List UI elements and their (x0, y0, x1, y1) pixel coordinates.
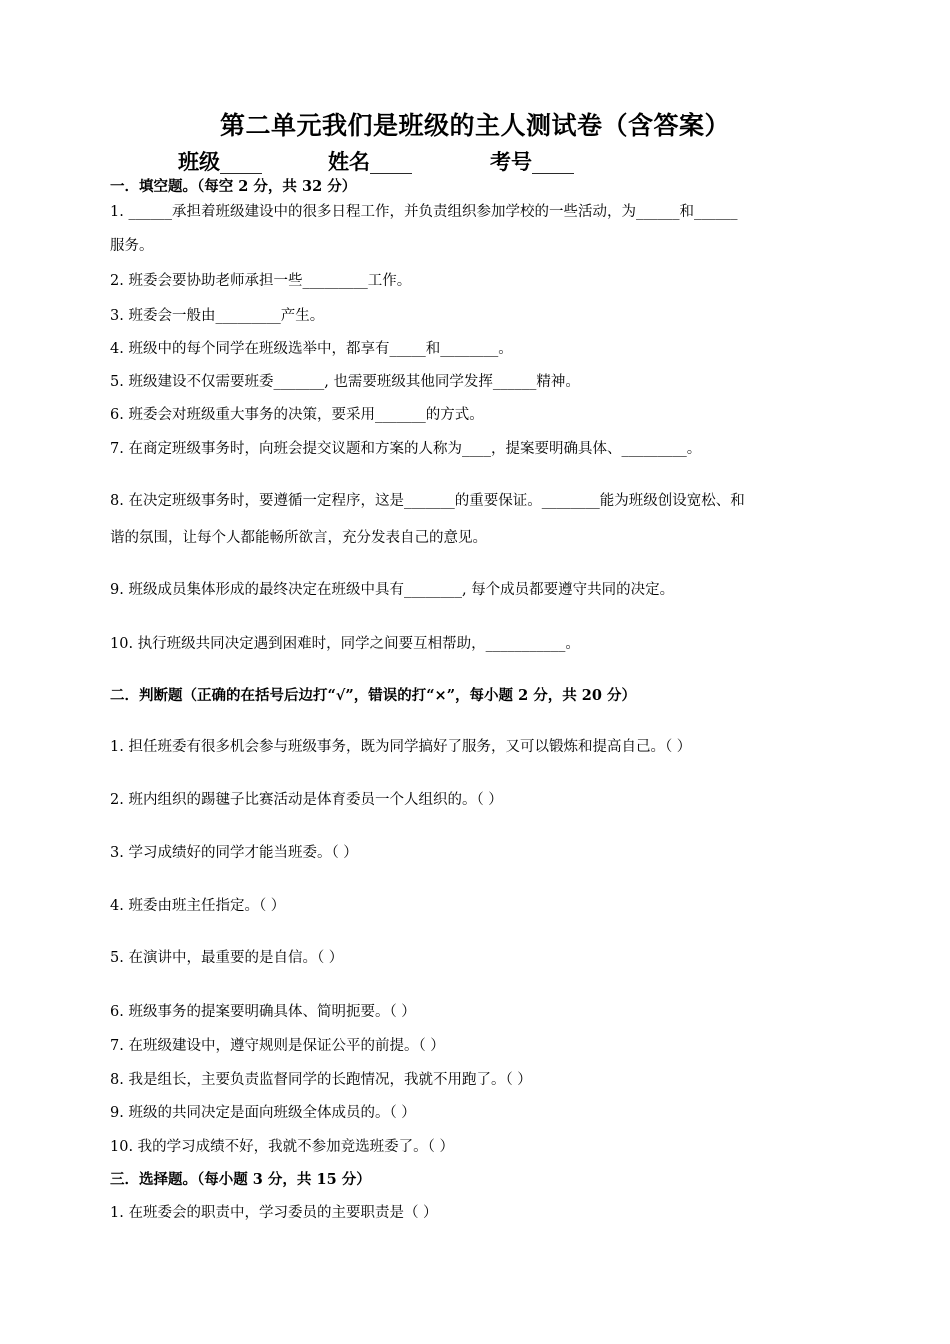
question-line: 5. 班级建设不仅需要班委_______, 也需要班级其他同学发挥______精神。 (110, 374, 580, 390)
section-heading-true-false: 二．判断题（正确的在括号后边打“√”，错误的打“×”，每小题 2 分，共 20 分） (110, 687, 636, 704)
question-line: 1. 担任班委有很多机会参与班级事务，既为同学搞好了服务，又可以锻炼和提高自己。（ ） (110, 739, 692, 755)
question-line: 9. 班级成员集体形成的最终决定在班级中具有________, 每个成员都要遵守共同的决定。 (110, 582, 675, 598)
question-line: 谐的氛围，让每个人都能畅所欲言，充分发表自己的意见。 (110, 530, 487, 546)
question-line: 7. 在商定班级事务时，向班会提交议题和方案的人称为____，提案要明确具体、_________。 (110, 441, 702, 457)
name-label: 姓名 (328, 149, 370, 174)
name-blank: ____ (370, 150, 412, 174)
question-line: 9. 班级的共同决定是面向班级全体成员的。（ ） (110, 1105, 416, 1121)
question-line: 2. 班内组织的踢毽子比赛活动是体育委员一个人组织的。（ ） (110, 792, 503, 808)
question-line: 6. 班级事务的提案要明确具体、简明扼要。（ ） (110, 1004, 416, 1020)
class-blank: ____ (220, 150, 262, 174)
section-heading-fill-in: 一．填空题。（每空 2 分，共 32 分） (110, 178, 357, 195)
question-line: 10. 执行班级共同决定遇到困难时，同学之间要互相帮助，___________。 (110, 636, 580, 652)
question-line: 3. 学习成绩好的同学才能当班委。（ ） (110, 845, 358, 861)
question-line: 8. 在决定班级事务时，要遵循一定程序，这是_______的重要保证。________能为班级创设宽松、和 (110, 493, 745, 509)
question-line: 4. 班级中的每个同学在班级选举中，都享有_____和________。 (110, 341, 513, 357)
question-line: 1. 在班委会的职责中，学习委员的主要职责是（ ） (110, 1205, 438, 1221)
question-line: 10. 我的学习成绩不好，我就不参加竞选班委了。（ ） (110, 1139, 455, 1155)
question-line: 2. 班委会要协助老师承担一些_________工作。 (110, 273, 412, 289)
class-field (178, 146, 262, 176)
question-line: 5. 在演讲中，最重要的是自信。（ ） (110, 950, 344, 966)
exam-no-label: 考号 (490, 149, 532, 174)
question-line: 3. 班委会一般由_________产生。 (110, 308, 325, 324)
class-label: 班级 (178, 149, 220, 174)
section-heading-multiple-choice: 三．选择题。（每小题 3 分，共 15 分） (110, 1171, 371, 1188)
exam-no-blank: ____ (532, 150, 574, 174)
exam-no-field (490, 146, 574, 176)
question-line: 7. 在班级建设中，遵守规则是保证公平的前提。（ ） (110, 1038, 445, 1054)
question-line: 服务。 (110, 238, 154, 254)
name-field (328, 146, 412, 176)
question-line: 8. 我是组长，主要负责监督同学的长跑情况，我就不用跑了。（ ） (110, 1072, 532, 1088)
question-line: 1. ______承担着班级建设中的很多日程工作，并负责组织参加学校的一些活动，为______和______ (110, 204, 738, 220)
question-line: 4. 班委由班主任指定。（ ） (110, 898, 286, 914)
document-title: 第二单元我们是班级的主人测试卷（含答案） (219, 111, 730, 140)
question-line: 6. 班委会对班级重大事务的决策，要采用_______的方式。 (110, 407, 484, 423)
